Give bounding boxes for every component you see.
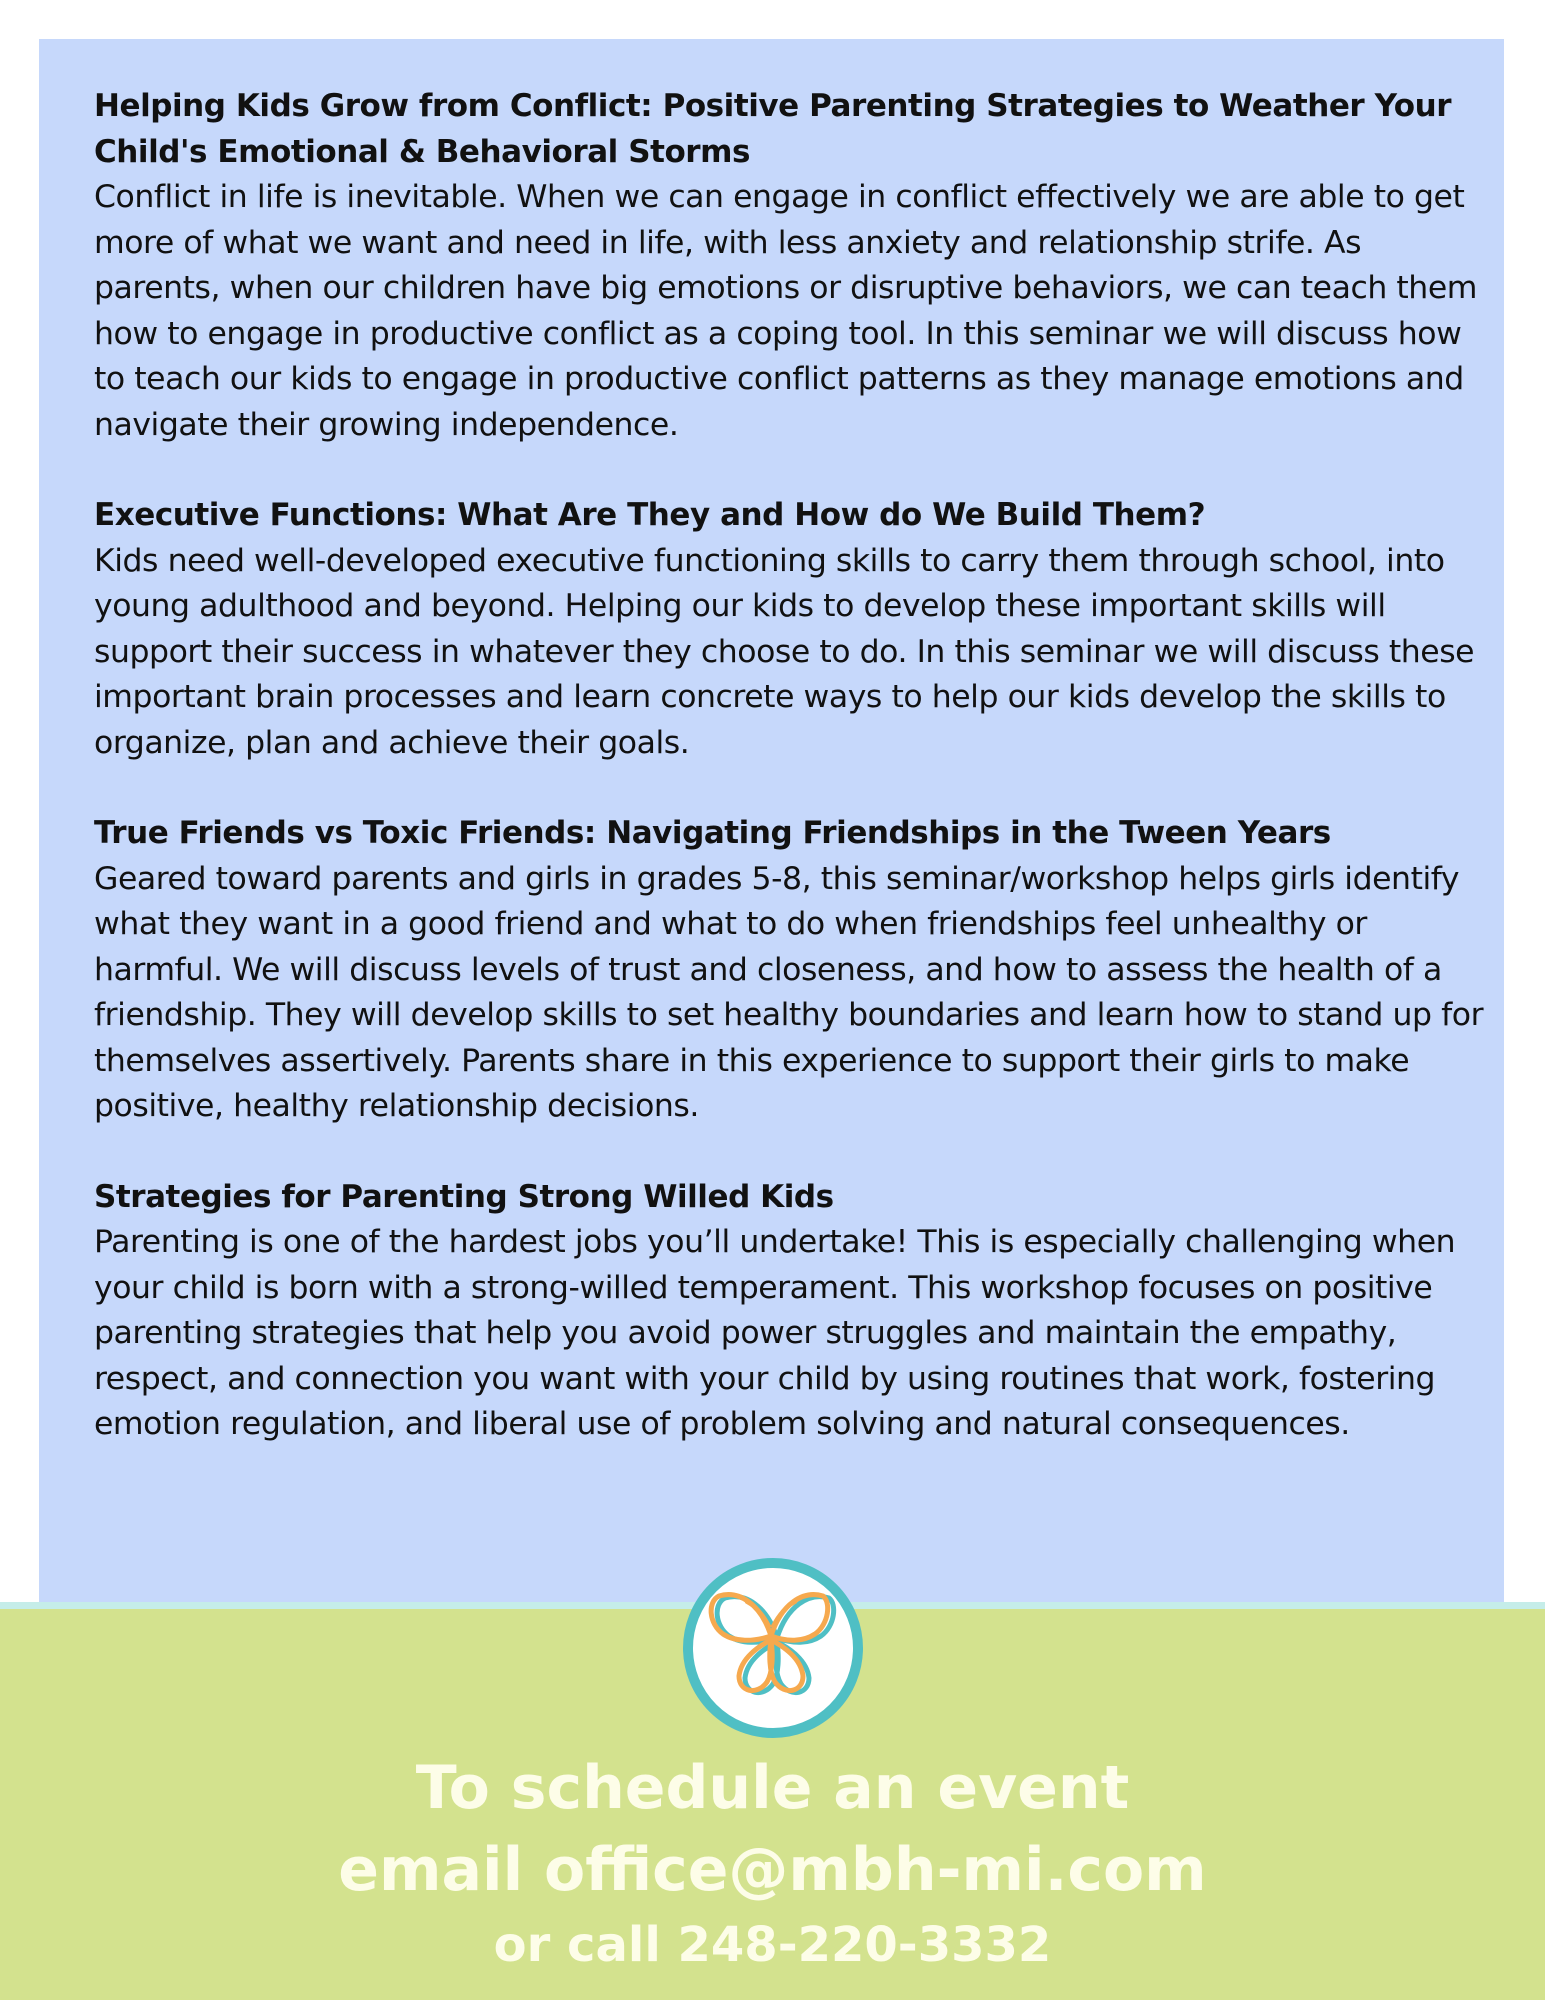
seminar-item — [94, 1175, 1489, 1448]
seminar-item — [94, 493, 1489, 766]
contact-phone[interactable]: or call 248-220-3332 — [493, 1917, 1052, 1973]
seminar-description: Conflict in life is inevitable. When we can engage in conflict effectively we are able to get more of what we want and need in life, with less anxiety and relationship strife. As parents, when our children have big emotions or disruptive behaviors, we can teach them how to engage in productive conflict as a coping tool. In this seminar we will discuss how to teach our kids to engage in productive conflict patterns as they manage emotions and navigate their growing independence. — [94, 179, 1477, 443]
logo-badge — [683, 1558, 863, 1738]
seminar-title: Helping Kids Grow from Conflict: Positive Parenting Strategies to Weather Your Child's Emotional & Behavioral Storms — [94, 88, 1452, 170]
butterfly-logo-icon — [707, 1586, 839, 1710]
seminar-panel — [39, 39, 1504, 1604]
seminar-list — [94, 84, 1489, 1493]
seminar-title: Strategies for Parenting Strong Willed Kids — [94, 1178, 834, 1215]
seminar-description: Parenting is one of the hardest jobs you’ll undertake! This is especially challenging when your child is born with a strong-willed temperament. This workshop focuses on positive parenting strategies that help you avoid power struggles and maintain the empathy, respect, and connection you want with your child by using routines that work, fostering emotion regulation, and liberal use of problem solving and natural consequences. — [94, 1224, 1456, 1442]
seminar-item — [94, 811, 1489, 1130]
seminar-item — [94, 84, 1489, 448]
seminar-description: Geared toward parents and girls in grades 5-8, this seminar/workshop helps girls identify what they want in a good friend and what to do when friendships feel unhealthy or harmful. We will discuss levels of trust and closeness, and how to assess the health of a friendship. They will develop skills to set healthy boundaries and learn how to stand up for themselves assertively. Parents share in this experience to support their girls to make positive, healthy relationship decisions. — [94, 860, 1484, 1124]
seminar-title: True Friends vs Toxic Friends: Navigating Friendships in the Tween Years — [94, 815, 1331, 851]
schedule-heading: To schedule an event — [415, 1753, 1130, 1823]
contact-email[interactable]: email office@mbh-mi.com — [338, 1835, 1207, 1905]
seminar-description: Kids need well-developed executive functioning skills to carry them through school, into young adulthood and beyond. Helping our kids to develop these important skills will support their success in whatever they choose to do. In this seminar we will discuss these important brain processes and learn concrete ways to help our kids develop the skills to organize, plan and achieve their goals. — [94, 542, 1475, 761]
seminar-title: Executive Functions: What Are They and How do We Build Them? — [94, 497, 1206, 533]
